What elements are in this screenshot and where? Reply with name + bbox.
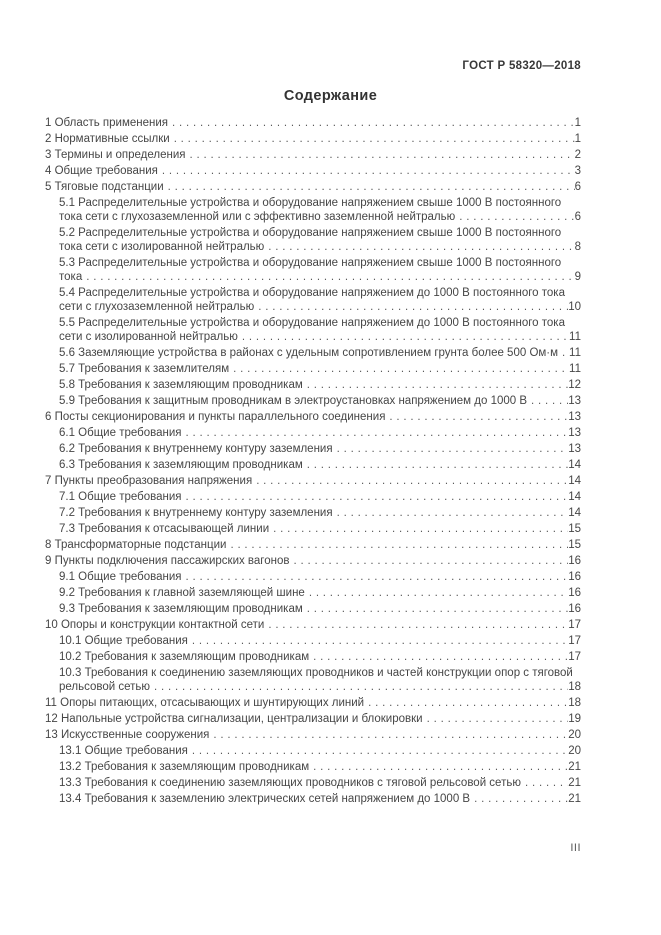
dot-leader <box>427 712 569 726</box>
toc-entry-text: 9.1 Общие требования <box>59 571 182 583</box>
toc-entry-text: рельсовой сетью <box>59 681 151 693</box>
dot-leader <box>337 442 569 456</box>
toc-page-number: 1 <box>574 117 581 129</box>
toc-entry <box>45 474 581 488</box>
dot-leader <box>185 490 568 504</box>
page-title: Содержание <box>283 88 378 104</box>
dot-leader <box>154 680 568 694</box>
toc-entry-text: 5.5 Распределительные устройства и оборудование напряжением до 1000 В постоянного тока <box>59 317 565 329</box>
dot-leader <box>294 554 569 568</box>
toc-entry <box>45 522 581 536</box>
toc-page-number: 18 <box>568 697 581 709</box>
toc-page-number: 11 <box>569 347 581 359</box>
toc-entry-text: 7 Пункты преобразования напряжения <box>45 475 253 487</box>
table-of-contents <box>45 116 581 808</box>
dot-leader <box>268 618 568 632</box>
dot-leader <box>268 240 574 254</box>
toc-page-number: 17 <box>568 619 581 631</box>
toc-entry <box>45 316 581 344</box>
dot-leader <box>313 650 568 664</box>
toc-entry-text: тока сети с глухозаземленной или с эффективно заземленной нейтралью <box>59 211 456 223</box>
toc-entry-text: сети с изолированной нейтралью <box>59 331 238 343</box>
toc-entry <box>45 650 581 664</box>
toc-entry <box>45 286 581 314</box>
toc-entry <box>45 744 581 758</box>
toc-page-number: 16 <box>568 555 581 567</box>
dot-leader <box>86 270 574 284</box>
toc-entry <box>45 164 581 178</box>
toc-entry-text: 10.1 Общие требования <box>59 635 188 647</box>
toc-entry-text: 1 Область применения <box>45 117 169 129</box>
toc-entry <box>45 776 581 790</box>
toc-entry-text: тока <box>59 271 83 283</box>
toc-entry <box>45 148 581 162</box>
toc-page-number: 14 <box>568 491 581 503</box>
dot-leader <box>242 330 569 344</box>
toc-page-number: 15 <box>568 539 581 551</box>
toc-page-number: 13 <box>568 411 581 423</box>
toc-entry-text: 11 Опоры питающих, отсасывающих и шунтирующих линий <box>45 697 365 709</box>
toc-entry-text: 7.3 Требования к отсасывающей линии <box>59 523 270 535</box>
toc-page-number: 16 <box>568 587 581 599</box>
toc-entry-text: 5.8 Требования к заземляющим проводникам <box>59 379 303 391</box>
toc-page-number: 10 <box>568 301 581 313</box>
toc-page-number: 3 <box>574 165 581 177</box>
toc-entry-text: 5.7 Требования к заземлителям <box>59 363 230 375</box>
toc-page-number: 9 <box>574 271 581 283</box>
toc-entry-text: 12 Напольные устройства сигнализации, централизации и блокировки <box>45 713 423 725</box>
toc-entry <box>45 506 581 520</box>
dot-leader <box>307 458 568 472</box>
toc-entry <box>45 728 581 742</box>
dot-leader <box>168 180 575 194</box>
toc-page-number: 19 <box>568 713 581 725</box>
dot-leader <box>273 522 568 536</box>
toc-entry-text: 5 Тяговые подстанции <box>45 181 164 193</box>
toc-entry <box>45 634 581 648</box>
toc-entry-text: сети с глухозаземленной нейтралью <box>59 301 255 313</box>
dot-leader <box>256 474 568 488</box>
toc-entry-text: 3 Термины и определения <box>45 149 186 161</box>
dot-leader <box>233 362 569 376</box>
toc-entry-text: 5.9 Требования к защитным проводникам в электроустановках напряжением до 1000 В <box>59 395 528 407</box>
dot-leader <box>190 148 575 162</box>
dot-leader <box>309 586 568 600</box>
toc-entry <box>45 256 581 284</box>
dot-leader <box>368 696 568 710</box>
toc-page-number: 17 <box>568 651 581 663</box>
toc-page-number: 1 <box>574 133 581 145</box>
toc-entry <box>45 180 581 194</box>
toc-entry-text: 6.2 Требования к внутреннему контуру заземления <box>59 443 333 455</box>
toc-entry-text: 7.2 Требования к внутреннему контуру заземления <box>59 507 333 519</box>
toc-page-number: 20 <box>568 745 581 757</box>
toc-page-number: 17 <box>568 635 581 647</box>
toc-entry-text: 2 Нормативные ссылки <box>45 133 170 145</box>
toc-page-number: 12 <box>568 379 581 391</box>
toc-page-number: 21 <box>568 793 581 805</box>
toc-page-number: 6 <box>574 211 581 223</box>
toc-entry <box>45 426 581 440</box>
toc-entry <box>45 442 581 456</box>
toc-page-number: 16 <box>568 603 581 615</box>
toc-entry <box>45 602 581 616</box>
toc-entry <box>45 712 581 726</box>
toc-page-number: 6 <box>574 181 581 193</box>
dot-leader <box>213 728 568 742</box>
dot-leader <box>337 506 569 520</box>
toc-entry <box>45 116 581 130</box>
toc-entry <box>45 586 581 600</box>
dot-leader <box>174 132 575 146</box>
toc-entry-text: 9 Пункты подключения пассажирских вагонов <box>45 555 290 567</box>
dot-leader <box>258 300 568 314</box>
toc-entry <box>45 792 581 806</box>
toc-page-number: 11 <box>569 331 581 343</box>
toc-entry <box>45 410 581 424</box>
toc-entry-text: 4 Общие требования <box>45 165 158 177</box>
footer-page-number: III <box>570 842 581 854</box>
toc-entry-text: 10 Опоры и конструкции контактной сети <box>45 619 265 631</box>
toc-page-number: 21 <box>568 761 581 773</box>
toc-entry-text: 13.4 Требования к заземлению электрических сетей напряжением до 1000 В <box>59 793 471 805</box>
dot-leader <box>230 538 568 552</box>
toc-entry <box>45 570 581 584</box>
toc-page-number: 2 <box>574 149 581 161</box>
toc-entry-text: 9.3 Требования к заземляющим проводникам <box>59 603 303 615</box>
toc-page-number: 14 <box>568 475 581 487</box>
toc-entry-text: 5.2 Распределительные устройства и оборудование напряжением свыше 1000 В постоянного <box>59 227 562 239</box>
dot-leader <box>531 394 568 408</box>
toc-entry-text: 6 Посты секционирования и пункты параллельного соединения <box>45 411 386 423</box>
dot-leader <box>307 602 568 616</box>
toc-entry-text: 5.6 Заземляющие устройства в районах с удельным сопротивлением грунта более 500 Ом·м <box>59 347 559 359</box>
toc-entry <box>45 760 581 774</box>
toc-entry <box>45 196 581 224</box>
dot-leader <box>162 164 575 178</box>
toc-entry-text: 5.1 Распределительные устройства и оборудование напряжением свыше 1000 В постоянного <box>59 197 562 209</box>
toc-entry-text: тока сети с изолированной нейтралью <box>59 241 265 253</box>
toc-entry-text: 13.1 Общие требования <box>59 745 188 757</box>
toc-page-number: 18 <box>568 681 581 693</box>
toc-entry-text: 9.2 Требования к главной заземляющей шине <box>59 587 305 599</box>
toc-page-number: 8 <box>574 241 581 253</box>
dot-leader <box>192 744 568 758</box>
toc-entry <box>45 618 581 632</box>
toc-entry <box>45 226 581 254</box>
dot-leader <box>185 426 568 440</box>
toc-entry-text: 6.1 Общие требования <box>59 427 182 439</box>
toc-page-number: 20 <box>568 729 581 741</box>
toc-page-number: 13 <box>568 395 581 407</box>
toc-entry <box>45 346 581 360</box>
toc-entry-text: 7.1 Общие требования <box>59 491 182 503</box>
toc-page-number: 16 <box>568 571 581 583</box>
toc-entry <box>45 696 581 710</box>
toc-entry-text: 10.3 Требования к соединению заземляющих проводников и частей конструкции опор с тяговой <box>59 667 573 679</box>
toc-entry <box>45 458 581 472</box>
toc-entry <box>45 490 581 504</box>
dot-leader <box>474 792 568 806</box>
toc-entry-text: 13.3 Требования к соединению заземляющих проводников с тяговой рельсовой сетью <box>59 777 521 789</box>
toc-entry <box>45 666 581 694</box>
toc-page-number: 15 <box>568 523 581 535</box>
dot-leader <box>172 116 575 130</box>
toc-entry <box>45 394 581 408</box>
dot-leader <box>192 634 568 648</box>
dot-leader <box>389 410 568 424</box>
toc-page-number: 13 <box>568 443 581 455</box>
toc-page-number: 14 <box>568 507 581 519</box>
dot-leader <box>313 760 568 774</box>
dot-leader <box>562 346 569 360</box>
toc-entry-text: 13 Искусственные сооружения <box>45 729 210 741</box>
toc-entry-text: 8 Трансформаторные подстанции <box>45 539 227 551</box>
toc-entry-text: 5.3 Распределительные устройства и оборудование напряжением свыше 1000 В постоянного <box>59 257 562 269</box>
toc-page-number: 21 <box>568 777 581 789</box>
toc-entry-text: 6.3 Требования к заземляющим проводникам <box>59 459 303 471</box>
toc-entry-text: 5.4 Распределительные устройства и оборудование напряжением до 1000 В постоянного тока <box>59 287 565 299</box>
toc-entry <box>45 132 581 146</box>
toc-page-number: 11 <box>569 363 581 375</box>
document-header-designation: ГОСТ Р 58320—2018 <box>462 60 581 72</box>
toc-page-number: 14 <box>568 459 581 471</box>
toc-entry-text: 13.2 Требования к заземляющим проводникам <box>59 761 310 773</box>
dot-leader <box>525 776 568 790</box>
dot-leader <box>307 378 568 392</box>
toc-entry <box>45 554 581 568</box>
dot-leader <box>459 210 574 224</box>
dot-leader <box>185 570 568 584</box>
toc-entry <box>45 378 581 392</box>
toc-page-number: 13 <box>568 427 581 439</box>
toc-entry <box>45 538 581 552</box>
toc-entry-text: 10.2 Требования к заземляющим проводникам <box>59 651 310 663</box>
toc-entry <box>45 362 581 376</box>
